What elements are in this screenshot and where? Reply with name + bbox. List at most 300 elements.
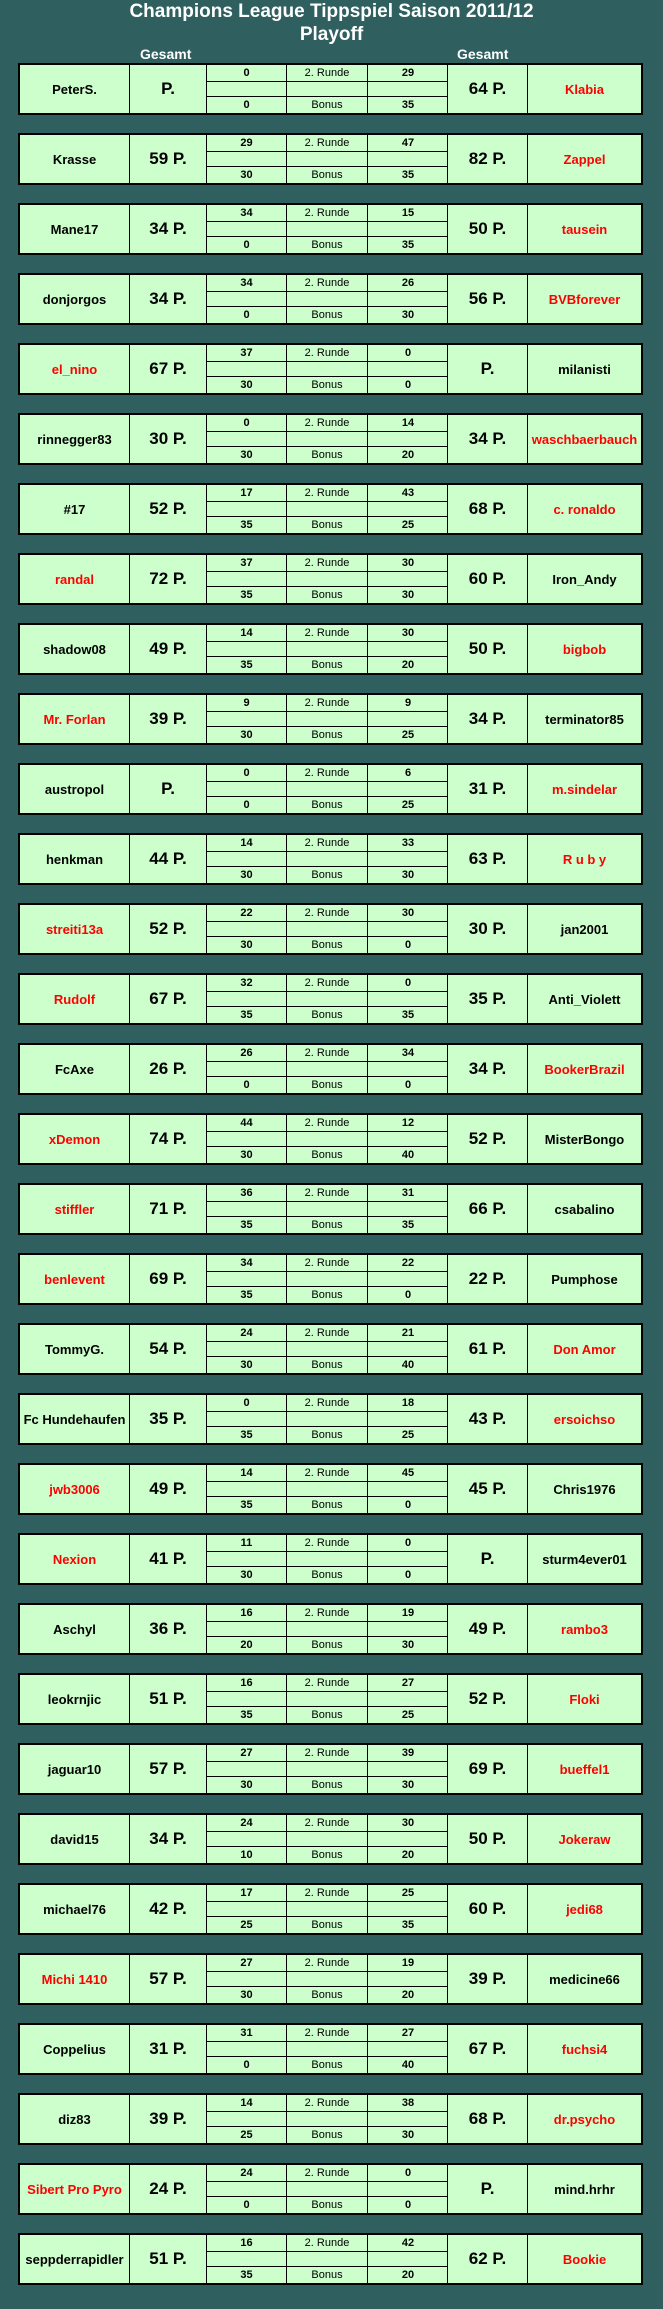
match-row xyxy=(18,1393,643,1445)
right-round-score: 30 xyxy=(401,907,415,919)
left-round-score: 0 xyxy=(207,765,287,781)
match-score-block xyxy=(207,2095,448,2143)
round-label: 2. Runde xyxy=(287,1115,368,1131)
left-total-points: 52 P. xyxy=(130,485,207,533)
right-round-score: 47 xyxy=(401,137,415,149)
empty-cell xyxy=(207,501,287,516)
match-score-block xyxy=(207,1325,448,1373)
empty-cell xyxy=(287,291,368,306)
empty-cell xyxy=(207,2181,287,2196)
match-score-block xyxy=(207,135,448,183)
empty-row xyxy=(207,151,448,167)
round-label: 2. Runde xyxy=(287,765,368,781)
left-bonus-score: 0 xyxy=(207,797,287,813)
empty-cell xyxy=(368,221,448,236)
empty-row xyxy=(207,1061,448,1077)
left-player-name: Coppelius xyxy=(20,2025,130,2073)
round-label: 2. Runde xyxy=(287,2095,368,2111)
match-score-block xyxy=(207,625,448,673)
match-score-block xyxy=(207,2025,448,2073)
empty-row xyxy=(207,1551,448,1567)
match-row xyxy=(18,1323,643,1375)
header-total-left: Gesamt xyxy=(140,46,192,62)
empty-cell xyxy=(287,781,368,796)
right-round-score: 19 xyxy=(401,1607,415,1619)
right-round-score: 19 xyxy=(401,1957,415,1969)
right-player-name: fuchsi4 xyxy=(561,2041,608,2057)
empty-cell xyxy=(287,221,368,236)
right-player-name: Floki xyxy=(569,1691,600,1707)
match-score-block xyxy=(207,1605,448,1653)
bonus-label: Bonus xyxy=(287,727,368,743)
left-round-score: 31 xyxy=(207,2025,287,2041)
empty-cell xyxy=(207,1061,287,1076)
bonus-label: Bonus xyxy=(287,1847,368,1863)
right-bonus-score: 35 xyxy=(401,1219,415,1231)
match-row xyxy=(18,343,643,395)
match-score-block xyxy=(207,2165,448,2213)
right-player-name: bigbob xyxy=(562,641,607,657)
empty-row xyxy=(207,1971,448,1987)
round-row xyxy=(207,1465,448,1482)
empty-row xyxy=(207,641,448,657)
empty-cell xyxy=(368,361,448,376)
empty-cell xyxy=(368,1551,448,1566)
left-player-name: leokrnjic xyxy=(20,1675,130,1723)
right-round-score: 43 xyxy=(401,487,415,499)
right-player-name: Iron_Andy xyxy=(552,571,617,587)
left-round-score: 32 xyxy=(207,975,287,991)
right-round-score: 39 xyxy=(401,1747,415,1759)
right-total-points: P. xyxy=(448,1535,528,1583)
left-round-score: 24 xyxy=(207,1815,287,1831)
left-total-points: 74 P. xyxy=(130,1115,207,1163)
left-bonus-score: 0 xyxy=(207,2197,287,2213)
left-player-name: shadow08 xyxy=(20,625,130,673)
empty-cell xyxy=(287,1971,368,1986)
round-label: 2. Runde xyxy=(287,275,368,291)
right-bonus-score: 20 xyxy=(401,659,415,671)
right-bonus-score: 35 xyxy=(401,239,415,251)
left-player-name: diz83 xyxy=(20,2095,130,2143)
round-label: 2. Runde xyxy=(287,485,368,501)
right-round-score: 14 xyxy=(401,417,415,429)
empty-cell xyxy=(287,641,368,656)
empty-cell xyxy=(287,1341,368,1356)
match-row xyxy=(18,1953,643,2005)
round-row xyxy=(207,1535,448,1552)
left-round-score: 27 xyxy=(207,1955,287,1971)
left-bonus-score: 0 xyxy=(207,307,287,323)
empty-cell xyxy=(207,1831,287,1846)
empty-cell xyxy=(207,1481,287,1496)
bonus-label: Bonus xyxy=(287,2127,368,2143)
left-total-points: 36 P. xyxy=(130,1605,207,1653)
right-player-name: rambo3 xyxy=(561,1621,608,1637)
left-bonus-score: 0 xyxy=(207,2057,287,2073)
empty-row xyxy=(207,361,448,377)
left-total-points: 42 P. xyxy=(130,1885,207,1933)
match-score-block xyxy=(207,1045,448,1093)
right-total-points: 64 P. xyxy=(448,65,528,113)
bonus-label: Bonus xyxy=(287,1357,368,1373)
empty-row xyxy=(207,711,448,727)
left-player-name: xDemon xyxy=(20,1115,130,1163)
right-bonus-score: 0 xyxy=(404,2199,412,2211)
round-label: 2. Runde xyxy=(287,1745,368,1761)
empty-row xyxy=(207,501,448,517)
left-total-points: 57 P. xyxy=(130,1955,207,2003)
left-round-score: 22 xyxy=(207,905,287,921)
round-label: 2. Runde xyxy=(287,1885,368,1901)
left-round-score: 14 xyxy=(207,625,287,641)
right-round-score: 0 xyxy=(404,347,412,359)
round-label: 2. Runde xyxy=(287,1535,368,1551)
title-line-1: Champions League Tippspiel Saison 2011/12 xyxy=(129,1,534,22)
round-row xyxy=(207,835,448,852)
right-bonus-score: 35 xyxy=(401,99,415,111)
left-bonus-score: 30 xyxy=(207,1777,287,1793)
empty-cell xyxy=(207,1761,287,1776)
empty-cell xyxy=(287,2111,368,2126)
left-bonus-score: 30 xyxy=(207,1987,287,2003)
bonus-label: Bonus xyxy=(287,1077,368,1093)
round-row xyxy=(207,905,448,922)
match-row xyxy=(18,1883,643,1935)
right-bonus-score: 40 xyxy=(401,1359,415,1371)
left-player-name: streiti13a xyxy=(20,905,130,953)
bonus-label: Bonus xyxy=(287,1427,368,1443)
empty-cell xyxy=(207,2251,287,2266)
round-row xyxy=(207,2095,448,2112)
empty-cell xyxy=(368,1481,448,1496)
round-label: 2. Runde xyxy=(287,2025,368,2041)
empty-row xyxy=(207,781,448,797)
bonus-row xyxy=(207,1427,448,1443)
left-bonus-score: 35 xyxy=(207,587,287,603)
left-bonus-score: 35 xyxy=(207,1707,287,1723)
empty-cell xyxy=(368,991,448,1006)
bonus-label: Bonus xyxy=(287,1707,368,1723)
bonus-label: Bonus xyxy=(287,237,368,253)
empty-cell xyxy=(368,1971,448,1986)
bonus-row xyxy=(207,937,448,953)
left-total-points: 51 P. xyxy=(130,1675,207,1723)
bonus-label: Bonus xyxy=(287,1217,368,1233)
match-score-block xyxy=(207,765,448,813)
right-total-points: 60 P. xyxy=(448,1885,528,1933)
right-round-score: 30 xyxy=(401,627,415,639)
right-round-score: 42 xyxy=(401,2237,415,2249)
left-player-name: Rudolf xyxy=(20,975,130,1023)
empty-row xyxy=(207,2181,448,2197)
right-bonus-score: 0 xyxy=(404,939,412,951)
left-player-name: Michi 1410 xyxy=(20,1955,130,2003)
right-total-points: 63 P. xyxy=(448,835,528,883)
right-player-name: Anti_Violett xyxy=(548,991,621,1007)
right-player-name: m.sindelar xyxy=(551,781,618,797)
round-label: 2. Runde xyxy=(287,345,368,361)
right-total-points: P. xyxy=(448,345,528,393)
match-score-block xyxy=(207,905,448,953)
bonus-row xyxy=(207,1217,448,1233)
right-player-name: tausein xyxy=(561,221,608,237)
match-row xyxy=(18,273,643,325)
left-player-name: Mane17 xyxy=(20,205,130,253)
bonus-label: Bonus xyxy=(287,1007,368,1023)
left-total-points: 71 P. xyxy=(130,1185,207,1233)
left-player-name: stiffler xyxy=(20,1185,130,1233)
left-round-score: 26 xyxy=(207,1045,287,1061)
empty-cell xyxy=(287,711,368,726)
left-player-name: rinnegger83 xyxy=(20,415,130,463)
match-row xyxy=(18,2233,643,2285)
empty-cell xyxy=(207,1691,287,1706)
right-player-name: Chris1976 xyxy=(553,1481,616,1497)
left-bonus-score: 0 xyxy=(207,1077,287,1093)
bonus-row xyxy=(207,307,448,323)
left-round-score: 34 xyxy=(207,205,287,221)
match-row xyxy=(18,1043,643,1095)
right-bonus-score: 30 xyxy=(401,589,415,601)
right-total-points: 68 P. xyxy=(448,485,528,533)
match-row xyxy=(18,833,643,885)
left-bonus-score: 25 xyxy=(207,2127,287,2143)
right-bonus-score: 0 xyxy=(404,1569,412,1581)
left-bonus-score: 20 xyxy=(207,1637,287,1653)
right-bonus-score: 25 xyxy=(401,729,415,741)
bonus-label: Bonus xyxy=(287,167,368,183)
bonus-row xyxy=(207,1987,448,2003)
empty-cell xyxy=(207,711,287,726)
empty-cell xyxy=(287,501,368,516)
left-bonus-score: 10 xyxy=(207,1847,287,1863)
empty-cell xyxy=(287,431,368,446)
match-score-block xyxy=(207,1745,448,1793)
empty-cell xyxy=(287,1551,368,1566)
bonus-row xyxy=(207,797,448,813)
empty-cell xyxy=(368,781,448,796)
left-total-points: 34 P. xyxy=(130,275,207,323)
right-bonus-score: 30 xyxy=(401,1779,415,1791)
match-score-block xyxy=(207,1955,448,2003)
empty-row xyxy=(207,1481,448,1497)
left-player-name: FcAxe xyxy=(20,1045,130,1093)
right-round-score: 0 xyxy=(404,2167,412,2179)
round-row xyxy=(207,1045,448,1062)
left-round-score: 36 xyxy=(207,1185,287,1201)
bonus-label: Bonus xyxy=(287,517,368,533)
round-label: 2. Runde xyxy=(287,695,368,711)
left-bonus-score: 0 xyxy=(207,97,287,113)
right-bonus-score: 40 xyxy=(401,2059,415,2071)
right-total-points: 39 P. xyxy=(448,1955,528,2003)
left-total-points: 44 P. xyxy=(130,835,207,883)
match-score-block xyxy=(207,1185,448,1233)
right-player-name: jan2001 xyxy=(560,921,609,937)
right-total-points: 45 P. xyxy=(448,1465,528,1513)
left-bonus-score: 25 xyxy=(207,1917,287,1933)
empty-cell xyxy=(207,1341,287,1356)
empty-cell xyxy=(287,921,368,936)
round-label: 2. Runde xyxy=(287,1675,368,1691)
left-bonus-score: 35 xyxy=(207,1007,287,1023)
right-round-score: 30 xyxy=(401,1817,415,1829)
right-bonus-score: 0 xyxy=(404,1499,412,1511)
bonus-label: Bonus xyxy=(287,97,368,113)
right-total-points: 68 P. xyxy=(448,2095,528,2143)
bonus-label: Bonus xyxy=(287,657,368,673)
bonus-row xyxy=(207,2267,448,2283)
left-total-points: 26 P. xyxy=(130,1045,207,1093)
bonus-label: Bonus xyxy=(287,1497,368,1513)
left-total-points: 41 P. xyxy=(130,1535,207,1583)
round-label: 2. Runde xyxy=(287,2165,368,2181)
right-bonus-score: 25 xyxy=(401,799,415,811)
match-row xyxy=(18,1743,643,1795)
empty-row xyxy=(207,1691,448,1707)
empty-cell xyxy=(287,2041,368,2056)
match-list xyxy=(18,63,643,2303)
round-row xyxy=(207,1605,448,1622)
left-total-points: 39 P. xyxy=(130,2095,207,2143)
empty-row xyxy=(207,1831,448,1847)
bonus-label: Bonus xyxy=(287,377,368,393)
right-bonus-score: 20 xyxy=(401,1989,415,2001)
round-row xyxy=(207,1955,448,1972)
left-total-points: 34 P. xyxy=(130,205,207,253)
round-row xyxy=(207,65,448,82)
right-round-score: 33 xyxy=(401,837,415,849)
right-player-name: BVBforever xyxy=(548,291,621,307)
empty-cell xyxy=(207,1271,287,1286)
left-round-score: 14 xyxy=(207,835,287,851)
round-label: 2. Runde xyxy=(287,1395,368,1411)
left-player-name: Fc Hundehaufen xyxy=(20,1395,130,1443)
left-round-score: 0 xyxy=(207,415,287,431)
left-round-score: 29 xyxy=(207,135,287,151)
match-score-block xyxy=(207,2235,448,2283)
empty-cell xyxy=(287,1901,368,1916)
empty-cell xyxy=(207,641,287,656)
bonus-row xyxy=(207,377,448,393)
bonus-label: Bonus xyxy=(287,2267,368,2283)
bonus-row xyxy=(207,1777,448,1793)
left-round-score: 9 xyxy=(207,695,287,711)
right-total-points: 31 P. xyxy=(448,765,528,813)
right-player-name: Klabia xyxy=(564,81,604,97)
left-player-name: jaguar10 xyxy=(20,1745,130,1793)
round-row xyxy=(207,1115,448,1132)
empty-cell xyxy=(287,1271,368,1286)
right-round-score: 0 xyxy=(404,977,412,989)
empty-row xyxy=(207,1621,448,1637)
right-player-name: dr.psycho xyxy=(553,2111,616,2127)
bonus-row xyxy=(207,2197,448,2213)
empty-cell xyxy=(287,151,368,166)
empty-cell xyxy=(207,781,287,796)
empty-row xyxy=(207,2041,448,2057)
empty-cell xyxy=(368,1691,448,1706)
match-row xyxy=(18,2093,643,2145)
empty-row xyxy=(207,1761,448,1777)
empty-cell xyxy=(368,921,448,936)
empty-row xyxy=(207,851,448,867)
left-player-name: Aschyl xyxy=(20,1605,130,1653)
left-round-score: 27 xyxy=(207,1745,287,1761)
right-total-points: 50 P. xyxy=(448,205,528,253)
bonus-label: Bonus xyxy=(287,307,368,323)
right-total-points: 49 P. xyxy=(448,1605,528,1653)
match-row xyxy=(18,63,643,115)
left-round-score: 0 xyxy=(207,65,287,81)
bonus-row xyxy=(207,1637,448,1653)
right-player-name: Bookie xyxy=(562,2251,607,2267)
empty-cell xyxy=(207,1201,287,1216)
left-total-points: 49 P. xyxy=(130,625,207,673)
bonus-row xyxy=(207,2127,448,2143)
match-score-block xyxy=(207,1465,448,1513)
round-label: 2. Runde xyxy=(287,1045,368,1061)
match-score-block xyxy=(207,1815,448,1863)
match-score-block xyxy=(207,1115,448,1163)
left-round-score: 16 xyxy=(207,1675,287,1691)
right-total-points: 56 P. xyxy=(448,275,528,323)
match-row xyxy=(18,1533,643,1585)
empty-cell xyxy=(207,361,287,376)
empty-cell xyxy=(207,1131,287,1146)
empty-cell xyxy=(368,711,448,726)
right-total-points: 69 P. xyxy=(448,1745,528,1793)
round-row xyxy=(207,1675,448,1692)
right-round-score: 34 xyxy=(401,1047,415,1059)
empty-cell xyxy=(207,1971,287,1986)
header-total-right: Gesamt xyxy=(457,46,509,62)
empty-cell xyxy=(207,851,287,866)
left-round-score: 24 xyxy=(207,2165,287,2181)
right-bonus-score: 30 xyxy=(401,869,415,881)
left-player-name: randal xyxy=(20,555,130,603)
empty-cell xyxy=(368,1341,448,1356)
left-round-score: 14 xyxy=(207,2095,287,2111)
match-score-block xyxy=(207,415,448,463)
empty-cell xyxy=(287,2181,368,2196)
round-row xyxy=(207,1815,448,1832)
left-round-score: 34 xyxy=(207,1255,287,1271)
left-player-name: Krasse xyxy=(20,135,130,183)
right-bonus-score: 35 xyxy=(401,1009,415,1021)
left-bonus-score: 30 xyxy=(207,167,287,183)
left-total-points: 49 P. xyxy=(130,1465,207,1513)
bonus-row xyxy=(207,447,448,463)
left-player-name: TommyG. xyxy=(20,1325,130,1373)
left-bonus-score: 30 xyxy=(207,1357,287,1373)
right-round-score: 26 xyxy=(401,277,415,289)
left-player-name: david15 xyxy=(20,1815,130,1863)
round-row xyxy=(207,2165,448,2182)
left-player-name: michael76 xyxy=(20,1885,130,1933)
left-round-score: 11 xyxy=(207,1535,287,1551)
left-round-score: 44 xyxy=(207,1115,287,1131)
right-player-name: milanisti xyxy=(558,361,611,377)
left-bonus-score: 35 xyxy=(207,1497,287,1513)
right-bonus-score: 0 xyxy=(404,1079,412,1091)
round-row xyxy=(207,1325,448,1342)
empty-cell xyxy=(287,81,368,96)
bonus-row xyxy=(207,657,448,673)
right-round-score: 45 xyxy=(401,1467,415,1479)
right-bonus-score: 40 xyxy=(401,1149,415,1161)
